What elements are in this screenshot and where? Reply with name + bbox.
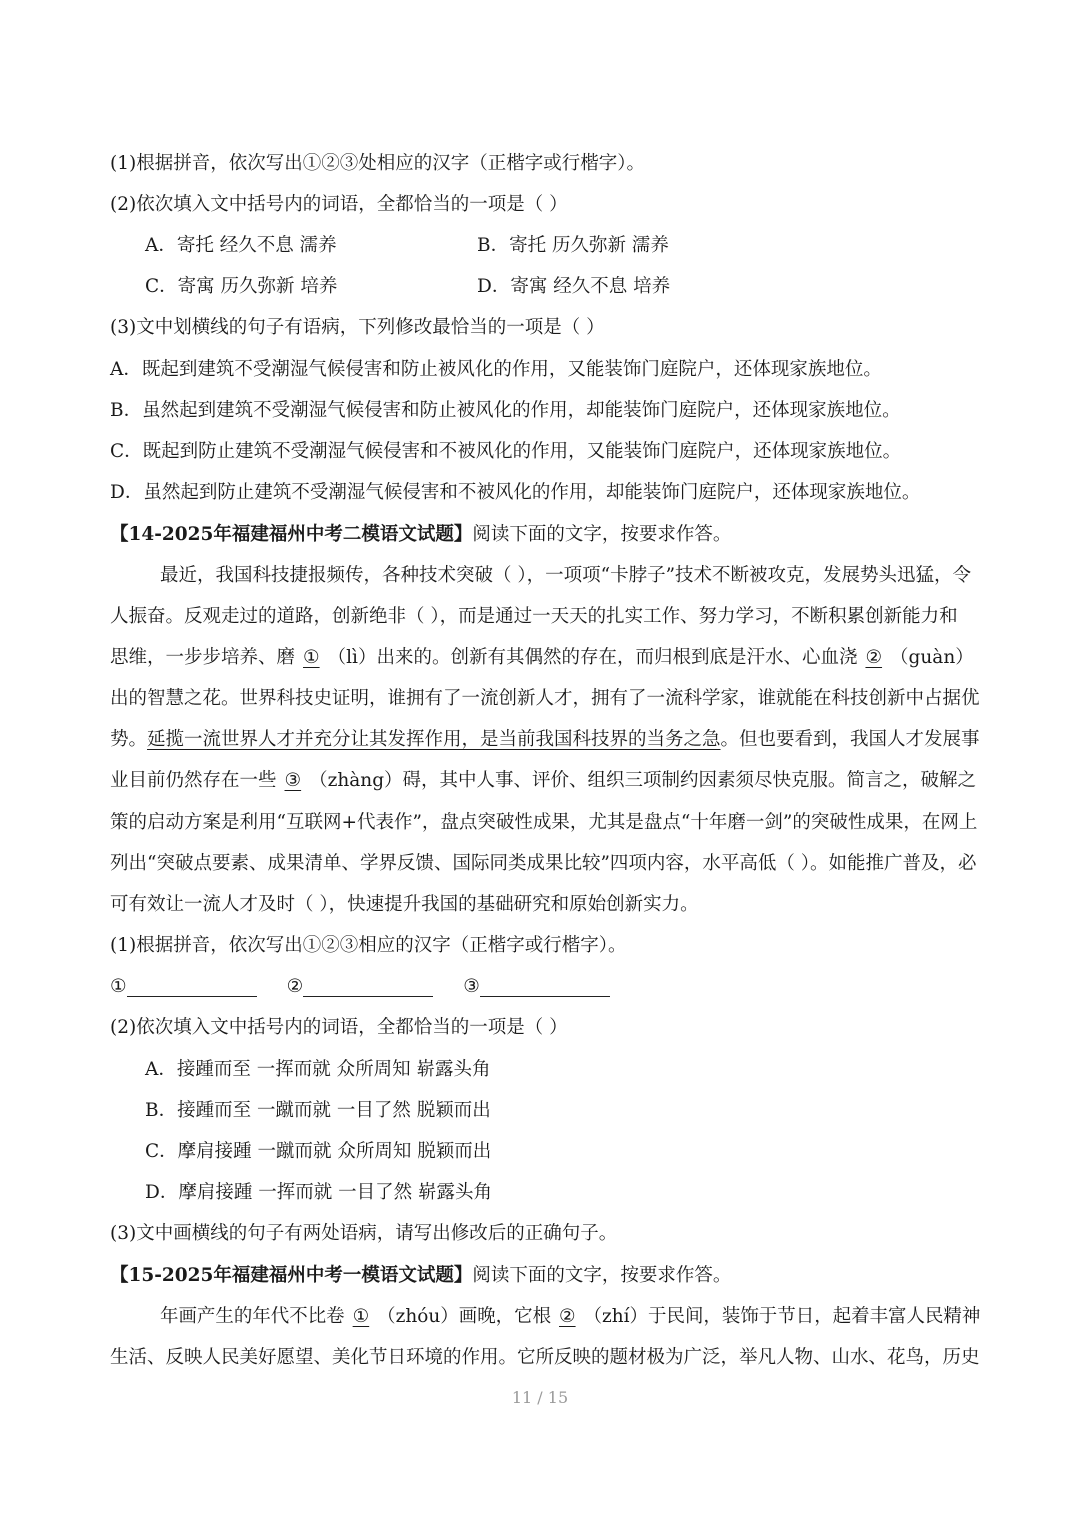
q14-underlined-sentence: 延揽一流世界人才并充分让其发挥作用，是当前我国科技界的当务之急	[147, 729, 721, 750]
q13-fix-c: C．既起到防止建筑不受潮湿气候侵害和不被风化的作用，又能装饰门庭院户，还体现家族地位。	[110, 441, 902, 462]
page-number: 11 / 15	[511, 1388, 569, 1407]
q14-answer-label-3: ③	[463, 976, 480, 997]
q14-source: 【14-2025年福建福州中考二模语文试题】	[110, 524, 473, 545]
q14-passage-line-5: 势。延揽一流世界人才并充分让其发挥作用，是当前我国科技界的当务之急。但也要看到，我国人才发展事	[110, 729, 980, 750]
q14-answer-label-1: ①	[110, 976, 127, 997]
q13-sub3: (3)文中划横线的句子有语病，下列修改最恰当的一项是（ ）	[110, 317, 605, 338]
q13-option-b: B．寄托 历久弥新 濡养	[477, 235, 669, 256]
q13-option-a: A．寄托 经久不息 濡养	[145, 235, 337, 256]
q13-fix-d: D．虽然起到防止建筑不受潮湿气候侵害和不被风化的作用，却能装饰门庭院户，还体现家族地位。	[110, 482, 921, 503]
q14-option-b: B．接踵而至 一蹴而就 一目了然 脱颖而出	[145, 1100, 491, 1121]
q13-fix-a: A．既起到建筑不受潮湿气候侵害和防止被风化的作用，又能装饰门庭院户，还体现家族地位。	[110, 359, 882, 380]
q14-passage-line-2: 人振奋。反观走过的道路，创新绝非（ ），而是通过一天天的扎实工作、努力学习，不断积累创新能力和	[110, 606, 958, 627]
q14-sub2: (2)依次填入文中括号内的词语，全都恰当的一项是（ ）	[110, 1017, 568, 1038]
q14-blank-1: ①	[303, 647, 320, 668]
q14-passage-line-3: 思维，一步步培养、磨 ① （lì）出来的。创新有其偶然的存在，而归根到底是汗水、心血浇 ② （guàn）	[110, 647, 974, 668]
q14-option-c: C．摩肩接踵 一蹴而就 众所周知 脱颖而出	[145, 1141, 492, 1162]
q15-blank-1: ①	[352, 1306, 370, 1327]
q14-instruction: 阅读下面的文字，按要求作答。	[472, 524, 732, 545]
q15-instruction: 阅读下面的文字，按要求作答。	[472, 1265, 732, 1286]
q14-sub1: (1)根据拼音，依次写出①②③相应的汉字（正楷字或行楷字）。	[110, 935, 627, 956]
q14-heading	[110, 520, 731, 550]
q14-passage-line-7: 策的启动方案是利用“互联网+代表作”，盘点突破性成果，尤其是盘点“十年磨一剑”的突破性成果，在网上	[110, 812, 978, 833]
q14-blank-3: ③	[284, 770, 302, 791]
q15-passage-line-2: 生活、反映人民美好愿望、美化节日环境的作用。它所反映的题材极为广泛，举凡人物、山水、花鸟，历史	[110, 1347, 980, 1368]
q14-sub3: (3)文中画横线的句子有两处语病，请写出修改后的正确句子。	[110, 1223, 618, 1244]
q15-source: 【15-2025年福建福州中考一模语文试题】	[110, 1265, 473, 1286]
q14-passage-line-9: 可有效让一流人才及时（ ），快速提升我国的基础研究和原始创新实力。	[110, 894, 699, 915]
q13-sub2: (2)依次填入文中括号内的词语，全都恰当的一项是（ ）	[110, 194, 568, 215]
q14-answer-line-2[interactable]	[303, 978, 433, 997]
q14-passage-line-6: 业目前仍然存在一些 ③ （zhàng）碍，其中人事、评价、组织三项制约因素须尽快克服。简言之，破解之	[110, 770, 977, 791]
q15-passage-line-1: 年画产生的年代不比卷 ① （zhóu）画晚，它根 ② （zhí）于民间，装饰于节日，起着丰富人民精神	[160, 1306, 981, 1327]
q14-option-a: A．接踵而至 一挥而就 众所周知 崭露头角	[145, 1059, 491, 1080]
q14-passage-line-4: 出的智慧之花。世界科技史证明，谁拥有了一流创新人才，拥有了一流科学家，谁就能在科技创新中占据优	[110, 688, 980, 709]
q14-passage-line-8: 列出“突破点要素、成果清单、学界反馈、国际同类成果比较”四项内容，水平高低（ ）。如能推广普及，必	[110, 853, 977, 874]
q13-sub1: (1)根据拼音，依次写出①②③处相应的汉字（正楷字或行楷字）。	[110, 153, 645, 174]
q13-fix-b: B．虽然起到建筑不受潮湿气候侵害和防止被风化的作用，却能装饰门庭院户，还体现家族地位。	[110, 400, 901, 421]
q14-answer-line-1[interactable]	[127, 978, 257, 997]
q14-blank-2: ②	[865, 647, 883, 668]
q13-option-c: C．寄寓 历久弥新 培养	[145, 276, 338, 297]
q15-blank-2: ②	[559, 1306, 576, 1327]
q14-option-d: D．摩肩接踵 一挥而就 一目了然 崭露头角	[145, 1182, 492, 1203]
q14-answer-label-2: ②	[286, 976, 304, 997]
q14-answer-blanks	[110, 972, 640, 1002]
q14-passage-line-1: 最近，我国科技捷报频传，各种技术突破（ ），一项项“卡脖子”技术不断被攻克，发展势头迅猛，令	[160, 565, 972, 586]
q14-answer-line-3[interactable]	[480, 978, 610, 997]
q13-option-d: D．寄寓 经久不息 培养	[477, 276, 671, 297]
q15-heading	[110, 1261, 731, 1291]
